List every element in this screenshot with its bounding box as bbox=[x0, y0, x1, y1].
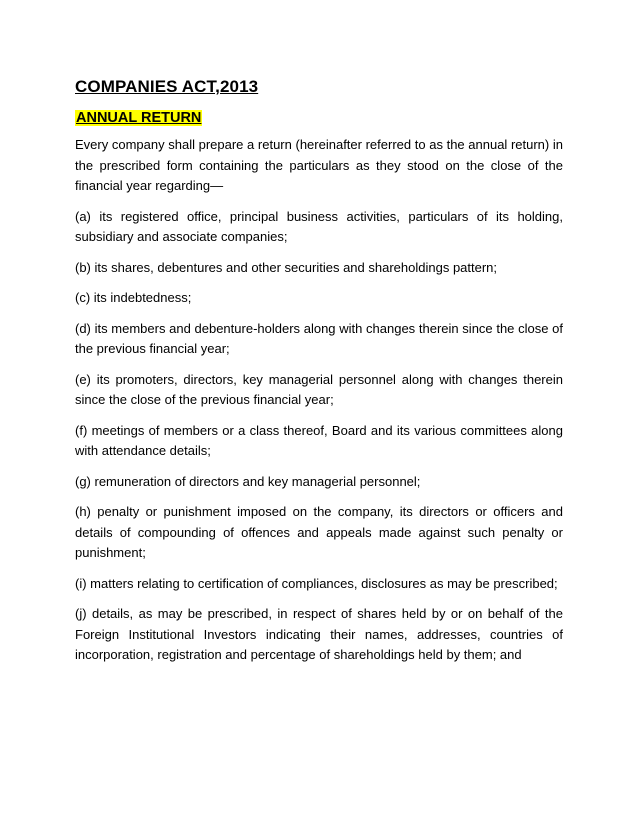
list-item-b: (b) its shares, debentures and other securities and shareholdings pattern; bbox=[75, 259, 498, 275]
list-item-c: (c) its indebtedness; bbox=[75, 290, 192, 305]
document-page bbox=[75, 76, 563, 666]
list-item-g: (g) remuneration of directors and key managerial personnel; bbox=[75, 473, 421, 489]
document-title: COMPANIES ACT,2013 bbox=[75, 77, 259, 96]
list-item-f: (f) meetings of members or a class thereof, Board and its various committees along with attendance details; bbox=[75, 422, 563, 458]
list-item-e: (e) its promoters, directors, key managerial personnel along with changes therein since the close of the previous financial year; bbox=[75, 371, 563, 407]
list-item-d: (d) its members and debenture-holders along with changes therein since the close of the previous financial year; bbox=[75, 320, 563, 356]
list-item-h: (h) penalty or punishment imposed on the company, its directors or officers and details of compounding of offences and appeals made against such penalty or punishment; bbox=[75, 504, 563, 560]
section-heading bbox=[75, 108, 563, 128]
list-item-i: (i) matters relating to certification of compliances, disclosures as may be prescribed; bbox=[75, 575, 558, 591]
intro-paragraph: Every company shall prepare a return (hereinafter referred to as the annual return) in the prescribed form containing the particulars as they stood on the close of the financial year regarding— bbox=[75, 137, 563, 193]
list-item-a: (a) its registered office, principal business activities, particulars of its holding, subsidiary and associate companies; bbox=[75, 208, 563, 244]
list-item-j: (j) details, as may be prescribed, in respect of shares held by or on behalf of the Foreign Institutional Investors indicating their names, addresses, countries of incorporation, registration and percentage of shareholdings held by them; and bbox=[75, 606, 563, 662]
section-heading-text: ANNUAL RETURN bbox=[76, 110, 202, 126]
